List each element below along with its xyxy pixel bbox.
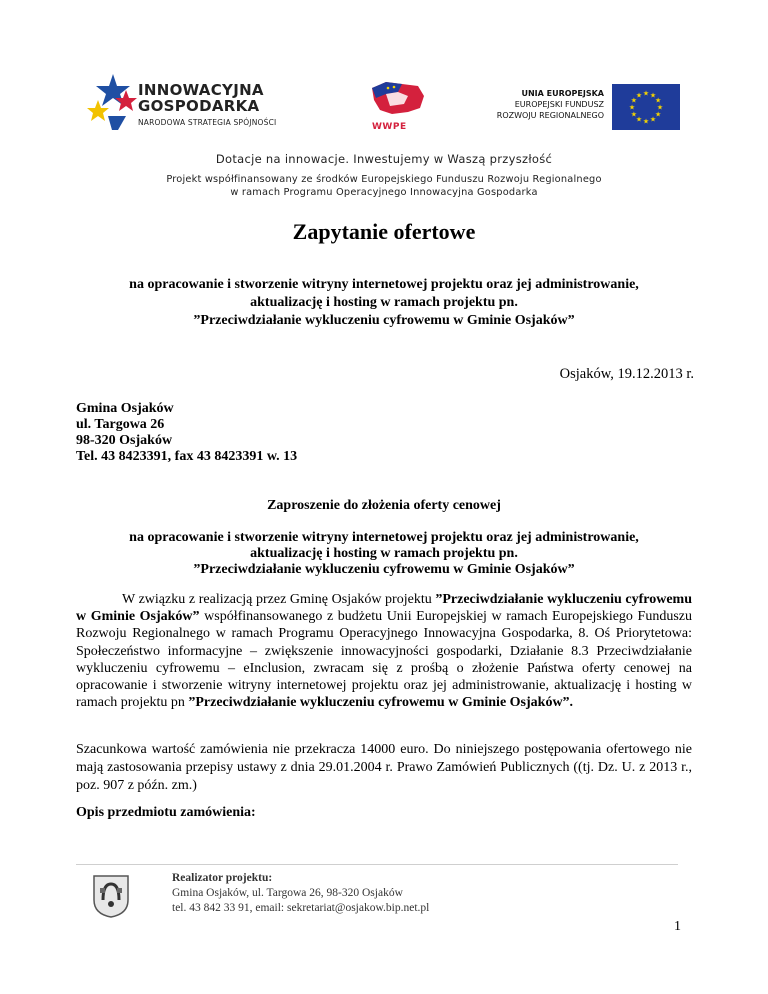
eu-star-icon: ★ [628,103,636,112]
body1-text2: współfinansowanego z budżetu Unii Europejskiej w ramach Europejskiego Funduszu Rozwoju Regionalnego w ramach Programu Operacyjnego Innowacyjna Gospodarka, 8. Oś Priorytetowa: Społeczeństwo informacyjne – zwiększenie innowacyjności gospodarki, Działanie 8.3 Przeciwdziałanie wykluczeniu cyfrowemu – eInclusion, zwracam się z prośbą o złożenie Państwa oferty cenowej na opracowanie i stworzenie witryny internetowej projektu oraz jej administrowanie, aktualizację i hosting w ramach projektu pn [76,609,692,711]
footer-divider [76,864,678,865]
body-paragraph-2: Szacunkowa wartość zamówienia nie przekracza 14000 euro. Do niniejszego postępowania ofertowego nie mają zastosowania przepisy ustawy z dnia 29.01.2004 r. Prawo Zamówień Publicznych ((tj. Dz. U. z 2013 r., poz. 907 z późn. zm.) [76,742,692,793]
crest-icon [92,874,130,918]
ig-emblem-icon [86,72,140,132]
invite-subject-line1: na opracowanie i stworzenie witryny internetowej projektu oraz jej administrowanie, [129,530,639,545]
wwpe-logo [368,78,428,134]
ue-text-block [470,88,604,121]
body-paragraph-1 [76,591,692,711]
cofund-line1: Projekt współfinansowany ze środków Europejskiego Funduszu Rozwoju Regionalnego [166,174,602,185]
innowacyjna-gospodarka-logo [86,72,286,134]
ig-logo-line2: GOSPODARKA [138,97,260,115]
footer-label: Realizator projektu: [172,872,273,884]
footer-address: Gmina Osjaków, ul. Targowa 26, 98-320 Osjaków [172,887,403,899]
eu-star-icon: ★ [654,96,662,105]
ue-line2: EUROPEJSKI FUNDUSZ [514,100,604,109]
eu-star-icon: ★ [656,103,664,112]
page-number: 1 [674,919,681,934]
ig-logo-line1: INNOWACYJNA [138,81,264,99]
section-heading: Opis przedmiotu zamówienia: [76,805,256,820]
eu-star-icon: ★ [642,89,650,98]
eu-star-icon: ★ [630,110,638,119]
eu-star-icon: ★ [642,117,650,126]
subject-line1: na opracowanie i stworzenie witryny internetowej projektu oraz jej administrowanie, [129,277,639,292]
subject-line3: ”Przeciwdziałanie wykluczeniu cyfrowemu w Gminie Osjaków” [193,313,575,328]
eu-star-icon: ★ [649,115,657,124]
address-line: 98-320 Osjaków [76,433,173,448]
invite-subject-line2: aktualizację i hosting w ramach projektu pn. [250,546,518,561]
subject-line2: aktualizację i hosting w ramach projektu pn. [250,295,518,310]
gmina-crest [92,874,130,918]
address-line: Gmina Osjaków [76,401,174,416]
page-title: Zapytanie ofertowe [292,219,476,244]
eu-star-icon: ★ [649,91,657,100]
eu-star-icon: ★ [635,115,643,124]
eu-star-icon: ★ [635,91,643,100]
eu-star-icon: ★ [654,110,662,119]
body1-bold1: ”Przeciwdziałanie wykluczeniu cyfrowemu w Gminie Osjaków” [76,592,692,625]
body1-text1: W związku z realizacją przez Gminę Osjaków projektu [122,592,436,607]
slogan: Dotacje na innowacje. Inwestujemy w Waszą przyszłość [215,152,553,166]
eu-star-icon: ★ [630,96,638,105]
wwpe-map-icon [368,78,428,118]
invitation-heading: Zaproszenie do złożenia oferty cenowej [267,498,501,513]
wwpe-label: WWPE [372,122,407,132]
ig-logo-sub: NARODOWA STRATEGIA SPÓJNOŚCI [138,118,277,127]
address-line: Tel. 43 8423391, fax 43 8423391 w. 13 [76,449,298,464]
ue-line3: ROZWOJU REGIONALNEGO [496,111,604,120]
eu-flag-icon [612,84,680,130]
body1-bold2: ”Przeciwdziałanie wykluczeniu cyfrowemu w Gminie Osjaków”. [188,695,574,711]
cofund-line2: w ramach Programu Operacyjnego Innowacyjna Gospodarka [230,187,538,198]
eu-flag [612,84,680,130]
place-date: Osjaków, 19.12.2013 r. [559,366,694,382]
ue-line1: UNIA EUROPEJSKA [521,89,604,98]
address-line: ul. Targowa 26 [76,417,165,432]
footer-contact: tel. 43 842 33 91, email: sekretariat@osjakow.bip.net.pl [172,902,430,914]
invite-subject-line3: ”Przeciwdziałanie wykluczeniu cyfrowemu w Gminie Osjaków” [193,562,575,577]
